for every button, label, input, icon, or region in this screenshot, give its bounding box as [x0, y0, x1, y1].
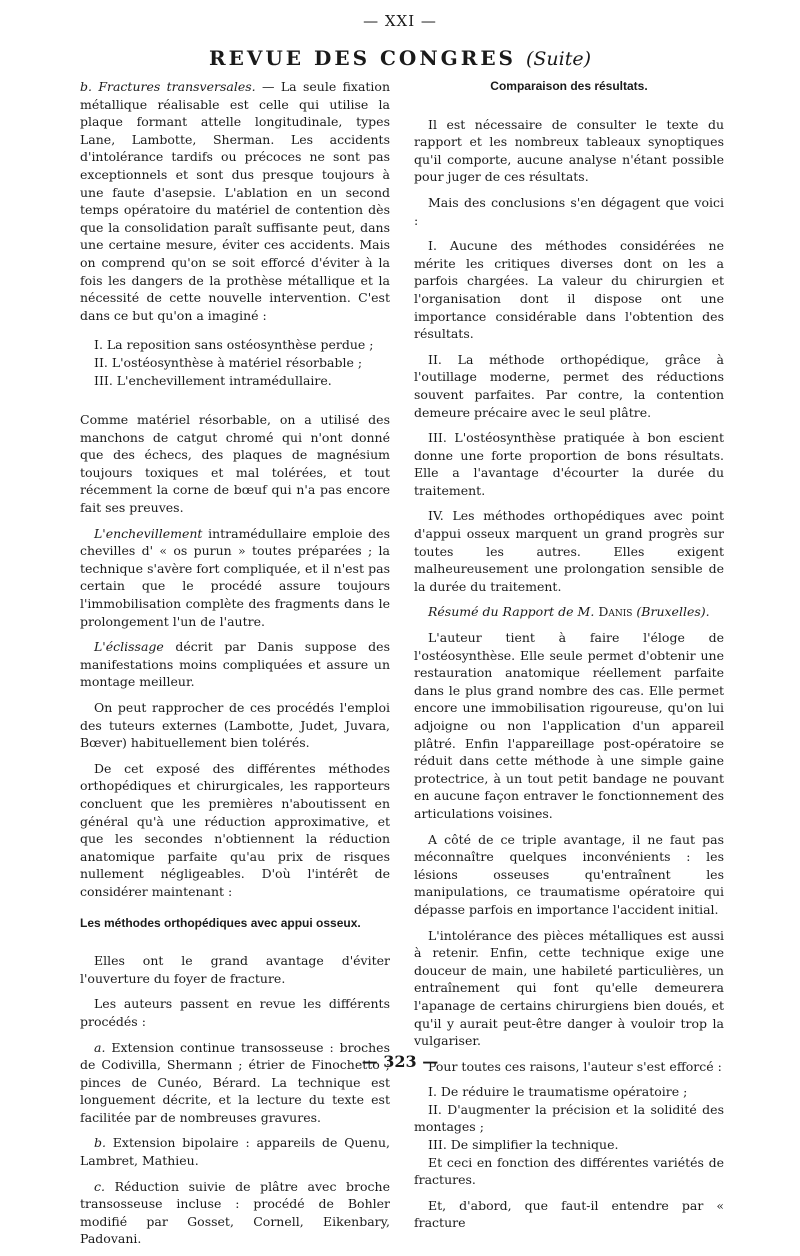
paragraph: Elles ont le grand avantage d'éviter l'ouverture du foyer de fracture.: [80, 953, 390, 986]
list-item: I. De réduire le traumatisme opératoire ;: [428, 1084, 688, 1100]
list-item: I. La reposition sans ostéosynthèse perdue ;: [94, 337, 374, 353]
technique-list: [80, 336, 390, 389]
title-suffix: (Suite): [525, 48, 592, 70]
term: L'éclissage: [94, 639, 164, 655]
item-label: a.: [94, 1039, 106, 1055]
author-name: Danis: [598, 604, 633, 620]
paragraph-text: décrit par Danis suppose des manifestations moins compliquées et assure un montage meilleur.: [80, 639, 390, 690]
paragraph-text: — La seule fixation métallique réalisable est celle qui utilise la plaque formant attelle longitudinale, types Lane, Lambotte, Sherman. Les accidents d'intolérance tardifs ou précoces ne sont pas exceptionnels et sont dus presque toujours à une faute d'asepsie. L'ablation en un second temps opératoire du matériel de contention dès que la consolidation paraît suffisante peut, dans une certaine mesure, éviter ces accidents. Mais on comprend qu'on se soit efforcé d'éviter à la fois les dangers de la prothèse métallique et la nécessité de cette nouvelle intervention. C'est dans ce but qu'on a imaginé :: [80, 79, 391, 323]
list-item: III. L'enchevillement intramédullaire.: [94, 372, 332, 388]
page-title: [0, 46, 800, 70]
paragraph: [80, 1134, 390, 1169]
title-main: REVUE DES CONGRES: [208, 46, 517, 70]
paragraph: Et ceci en fonction des différentes variétés de fractures.: [414, 1154, 724, 1188]
paragraph-text: intramédullaire emploie des chevilles d' « os purun » toutes préparées ; la technique s'avère fort compliquée, et il n'est pas certain que le procédé assure toujours l'immobilisation complète des fragments dans le prolongement l'un de l'autre.: [80, 525, 390, 629]
paragraph: De cet exposé des différentes méthodes orthopédiques et chirurgicales, les rapporteurs concluent que les premières n'aboutissent en général qu'à une réduction approximative, et que les secondes n'obtiennent la réduction anatomique parfaite qu'au prix de risques nullement négligeables. D'où l'intérêt de considérer maintenant :: [80, 760, 390, 899]
paragraph: [80, 1178, 390, 1248]
paragraph: Pour toutes ces raisons, l'auteur s'est efforcé :: [428, 1058, 722, 1074]
term: L'enchevillement: [94, 525, 203, 541]
paragraph: Comme matériel résorbable, on a utilisé des manchons de catgut chromé qui n'ont donné que des échecs, des plaques de magnésium toujours toxiques et mal tolérées, et tout récemment la corne de bœuf qui n'a pas encore fait ses preuves.: [80, 412, 390, 516]
item-label: b.: [94, 1135, 106, 1151]
section-heading: Comparaison des résultats.: [490, 79, 648, 93]
paragraph: A côté de ce triple avantage, il ne faut pas méconnaître quelques inconvénients : les lésions osseuses qu'entraînent les manipulations, ce traumatisme opératoire qui dépasse parfois en importance l'accident initial.: [414, 831, 724, 917]
item-label: c.: [94, 1178, 105, 1194]
paragraph: On peut rapprocher de ces procédés l'emploi des tuteurs externes (Lambotte, Judet, Juvara, Bœver) habituellement bien tolérés.: [80, 700, 390, 751]
paragraph: II. La méthode orthopédique, grâce à l'outillage moderne, permet des réductions souvent parfaites. Par contre, la contention demeure précaire avec le seul plâtre.: [414, 351, 724, 420]
paragraph: I. Aucune des méthodes considérées ne mérite les critiques diverses dont on les a parfois chargées. La valeur du chirurgien et l'organisation dont il dispose ont une importance considérable dans l'obtention des résultats.: [414, 238, 724, 342]
paragraph-text: Réduction suivie de plâtre avec broche transosseuse incluse : procédé de Bohler modifié par Gosset, Cornell, Eikenbary, Padovani.: [80, 1178, 390, 1247]
section-heading: Les méthodes orthopédiques avec appui osseux.: [80, 915, 361, 930]
paragraph-text: Extension continue transosseuse : broches de Codivilla, Shermann ; étrier de Finochetto ; pinces de Cunéo, Bérard. La technique est longuement décrite, et la lecture du texte est facilitée par de nombreuses gravures.: [80, 1039, 390, 1125]
paragraph: Et, d'abord, que faut-il entendre par « fracture: [414, 1197, 724, 1231]
paragraph: IV. Les méthodes orthopédiques avec point d'appui osseux marquent un grand progrès sur toutes les autres. Elles exigent malheureusement une prolongation sensible de la durée du traitement.: [414, 508, 724, 594]
paragraph: Mais des conclusions s'en dégagent que voici :: [414, 194, 724, 228]
paragraph: L'auteur tient à faire l'éloge de l'ostéosynthèse. Elle seule permet d'obtenir une restauration anatomique réellement parfaite dans le plus grand nombre des cas. Elle permet encore une immobilisation rigoureuse, qu'on lui adjoigne ou non l'application d'un appareil plâtré. Enfin l'appareillage post-opératoire se réduit dans cette méthode à une simple gaine protectrice, à un tout petit bandage ne pouvant en aucune façon entraver le fonctionnement des articulations voisines.: [414, 630, 724, 821]
list-item: II. L'ostéosynthèse à matériel résorbable ;: [94, 354, 363, 370]
summary-prefix: Résumé du Rapport de M.: [428, 604, 595, 620]
list-item: II. D'augmenter la précision et la solidité des montages ;: [414, 1101, 724, 1135]
left-column: [80, 78, 390, 1256]
section-label: b. Fractures transversales.: [80, 79, 256, 94]
paragraph: [80, 78, 390, 324]
list-item: III. De simplifier la technique.: [428, 1137, 619, 1153]
paragraph: L'intolérance des pièces métalliques est aussi à retenir. Enfin, cette technique exige une douceur de main, une habileté particulières, un entraînement qui font qu'elle demeurera l'apanage de certains chirurgiens bien doués, et qu'il y aurait peut-être danger à vouloir trop la vulgariser.: [414, 927, 724, 1049]
page-folio-top: — XXI —: [363, 12, 437, 30]
paragraph: III. L'ostéosynthèse pratiquée à bon escient donne une forte proportion de bons résultats. Elle a l'avantage d'écourter la durée du traitement.: [414, 430, 724, 498]
page-number: — 323 —: [361, 1052, 439, 1071]
author-city: (Bruxelles).: [636, 604, 710, 620]
paragraph: Il est nécessaire de consulter le texte du rapport et les nombreux tableaux synoptiques qu'il comporte, aucune analyse n'étant possible pour juger de ces résultats.: [414, 116, 724, 185]
paragraph: [80, 638, 390, 691]
summary-heading: [414, 603, 724, 621]
paragraph-text: Extension bipolaire : appareils de Quenu, Lambret, Mathieu.: [80, 1135, 390, 1169]
paragraph: Les auteurs passent en revue les différents procédés :: [80, 996, 390, 1029]
paragraph: [80, 525, 390, 631]
